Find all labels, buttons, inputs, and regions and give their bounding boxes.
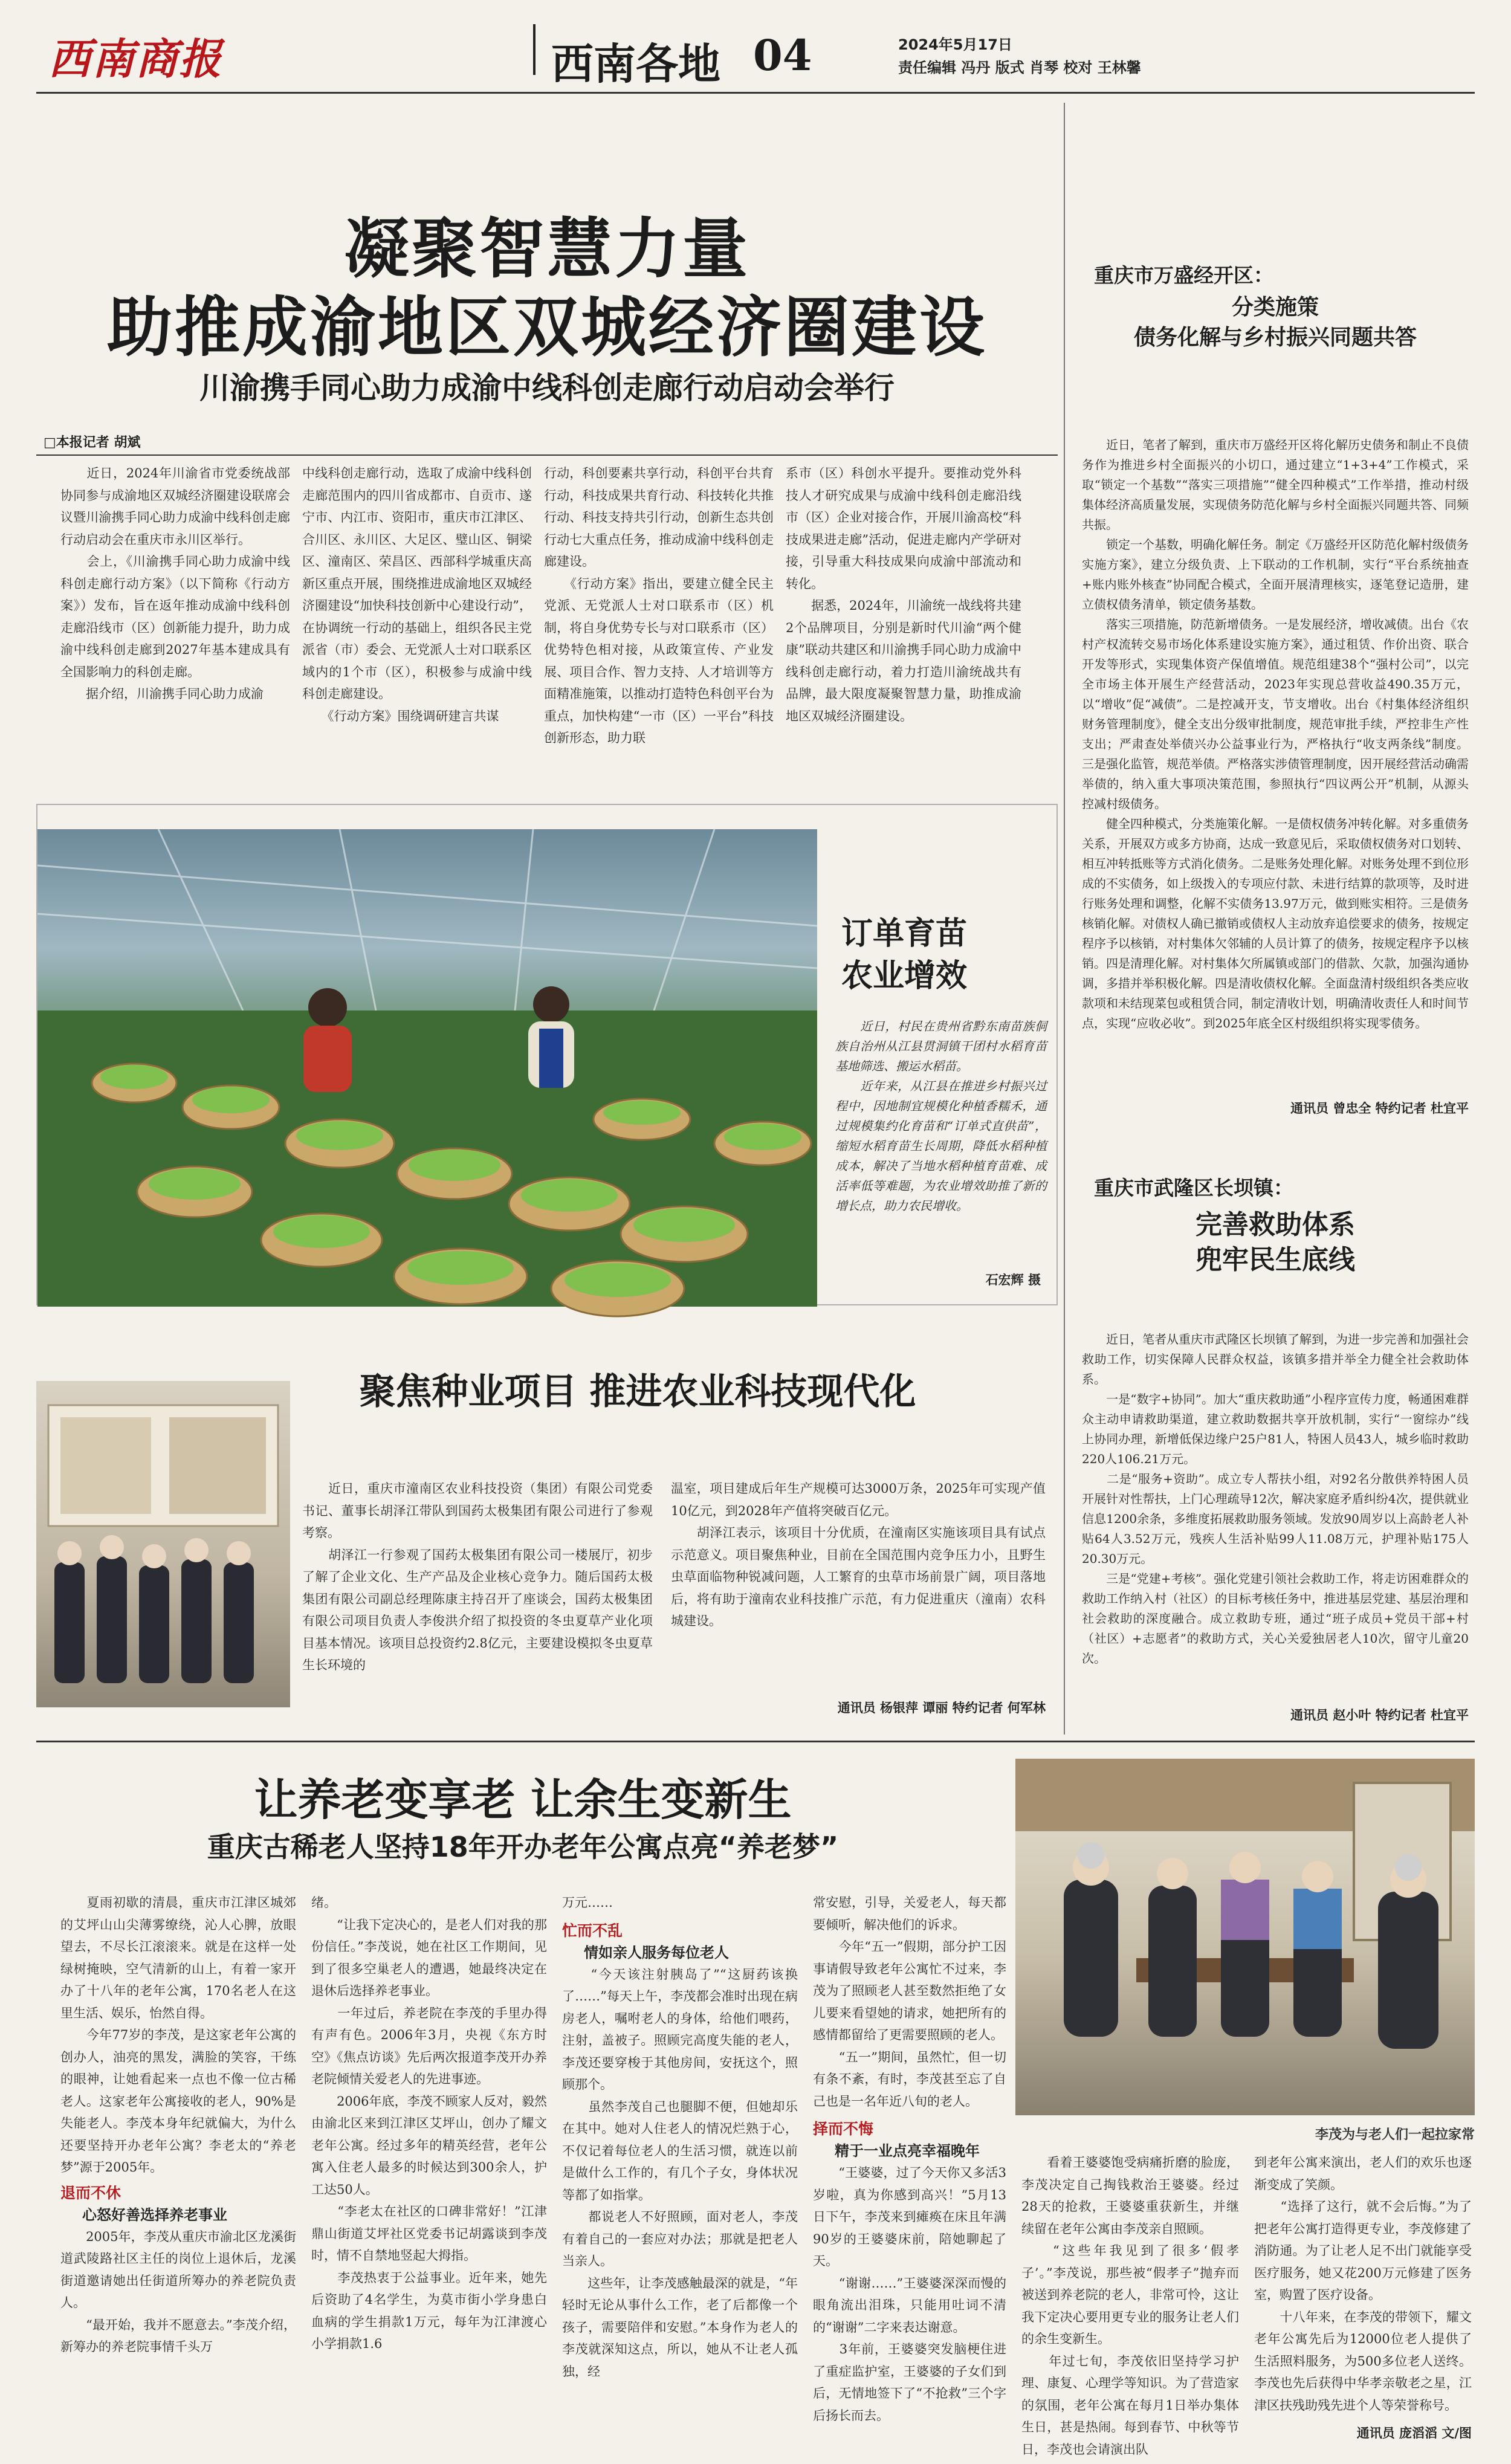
right-column-rule	[1064, 103, 1065, 1735]
article-3-headline: 聚焦种业项目 推进农业科技现代化	[359, 1371, 916, 1413]
masthead	[0, 0, 1511, 97]
article-5-col-1	[60, 1892, 296, 2442]
article-2-location: 重庆市万盛经开区：	[1094, 264, 1273, 287]
article-3-byline: 通讯员 杨银萍 谭丽 特约记者 何军林	[837, 1701, 1046, 1715]
article-2-headline-1: 分类施策	[1231, 294, 1319, 320]
article-5-subhead-2b: 情如亲人服务每位老人	[584, 1944, 729, 1961]
article-5-subhead-3b: 精于一业点亮幸福晚年	[835, 2142, 980, 2159]
article-3-col-2: 温室，项目建成后年生产规模可达3000万条，2025年可实现产值10亿元，到2028年产值将突破百亿元。 胡泽江表示，该项目十分优质，在潼南区实施该项目具有试点示范意义。项目聚焦种业，目前在全国范围内竞争压力小，且野生虫草面临物种锐减问题，人工繁育的虫草市场前景广阔，项目落地后，将有助于潼南农业科技推广示范，有力促进重庆（潼南）农科城建设。	[671, 1481, 1046, 1628]
article-2-body: 近日，笔者了解到，重庆市万盛经开区将化解历史债务和制止不良债务作为推进乡村全面振兴的小切口，通过建立“1+3+4”工作模式，采取“锁定一个基数”“落实三项措施”“健全四种模式”工作举措，推动村级集体经济高质量发展，实现债务防范化解与乡村全面振兴同题共答、同频共振。 锁定一个基数，明确化解任务。制定《万盛经开区防范化解村级债务实施方案》，建立分级负责、上下联动的工作机制，实行“平台系统抽查+账内账外核查”协同配合模式，全面开展清理核实，逐笔登记造册，建立债权债务清单，锁定债务基数。 落实三项措施，防范新增债务。一是发展经济，增收减债。出台《农村产权流转交易市场化体系建设实施方案》，通过租赁、作价出资、联合开发等形式，实现集体资产保值增值。规范组建38个“强村公司”，以完全市场主体开展生产经营活动，2023年实现总营收益490.35万元，以“增收”促“减债”。二是控减开支，节支增收。出台《村集体经济组织财务管理制度》，健全支出分级审批制度，规范审批手续，严控非生产性支出；严肃查处举债兴办公益事业行为，严格执行“收支两条线”制度。三是强化监管，规范举债。严格落实涉债管理制度，因开展经营活动确需举债的，纳入重大事项决策范围，参照执行“四议两公开”机制，从源头控减村级债务。 健全四种模式，分类施策化解。一是债权债务冲转化解。对多重债务关系，开展双方或多方协商，达成一致意见后，采取债权债务对口划转、相互冲转抵账等方式消化债务。二是账务处理化解。对账务处理不到位形成的不实债务，如上级拨入的专项应付款、未进行结算的款项等，及时进行账务处理和调整，化解不实债务13.97万元，做到账实相符。三是债务核销化解。对债权人确已撤销或债权人主动放弃追偿要求的债务，按规定程序予以核销，对村集体欠邻辅的人员计算了的债务，按规定程序予以核销。四是清理化解。对村集体欠所属镇或部门的借款、欠款，加强沟通协调，多措并举积极化解。四是清收债权化解。全面盘清村级组织各类应收款项和未结现菜包或租赁合同，制定清收计划，明确清收责任人和时间节点，实现“应收必收”。到2025年底全区村级组织将实现零债务。	[1082, 438, 1469, 1030]
article-4-byline: 通讯员 赵小叶 特约记者 杜宜平	[1290, 1708, 1469, 1722]
article-4	[1076, 1172, 1475, 1735]
masthead-divider	[533, 24, 535, 75]
article-1-title-2: 助推成渝地区双城经济圈建设	[106, 290, 987, 366]
article-5-col-3	[562, 1892, 798, 2442]
article-5-byline: 通讯员 庞滔滔 文/图	[1356, 2426, 1472, 2440]
article-5-subhead-3: 择而不悔	[813, 2120, 874, 2138]
article-1-subtitle: 川渝携手同心助力成渝中线科创走廊行动启动会举行	[199, 370, 895, 406]
article-1-title-1: 凝聚智慧力量	[343, 212, 750, 287]
article-1-byline-rule	[36, 454, 1058, 456]
article-5-top-rule	[36, 1741, 1475, 1742]
article-5-col-1-text: 夏雨初歇的清晨，重庆市江津区城郊的艾坪山山尖薄雾缭绕，沁人心脾，放眼望去，不尽长江滚滚来。就是在这样一处绿树掩映，空气清新的山上，有着一家开办了十八年的老年公寓，170名老人在这里生活、娱乐，怡然自得。 今年77岁的李茂，是这家老年公寓的创办人，油亮的黑发，满脸的笑容，干练的眼神，让她看起来一点也不像一位古稀老人。这家老年公寓接收的老人，90%是失能老人。李茂本身年纪就偏大，为什么还要坚持开办老年公寓？李老太的“养老梦”源于2005年。	[60, 1895, 296, 2175]
article-2-byline: 通讯员 曾忠全 特约记者 杜宜平	[1290, 1101, 1469, 1116]
article-1-col-2: 中线科创走廊行动，选取了成渝中线科创走廊范围内的四川省成都市、自贡市、遂宁市、内江市、资阳市，重庆市江津区、合川区、永川区、大足区、璧山区、铜梁区、潼南区、荣昌区、西部科学城重庆高新区重点开展，围绕推进成渝地区双城经济圈建设“加快科技创新中心建设行动”，在协调统一行动的基础上，组织各民主党派省（市）委会、无党派人士对口联系区域内的1个市（区），积极参与成渝中线科创走廊建设。 《行动方案》围绕调研建言共谋	[302, 466, 532, 723]
meeting-photo	[36, 1381, 290, 1707]
article-4-location: 重庆市武隆区长坝镇：	[1094, 1176, 1293, 1200]
article-5-col-5: 看着王婆婆饱受病痛折磨的脸庞，李茂决定自己掏钱救治王婆婆。经过28天的抢救，王婆婆重获新生，并继续留在老年公寓由李茂亲自照顾。 “这些年我见到了很多‘假孝子’。”李茂说，那些被“假孝子”抛弃而被送到养老院的老人，非常可怜，这让我下定决心要用更专业的服务让老人们的余生变新生。 年过七旬，李茂依旧坚持学习护理、康复、心理学等知识。为了营造家的氛围，老年公寓在每月1日举办集体生日，甚是热闹。每到春节、中秋等节日，李茂也会请演出队	[1021, 2155, 1239, 2457]
article-2-headline-2: 债务化解与乡村振兴同题共答	[1133, 325, 1417, 350]
article-3-col-1: 近日，重庆市潼南区农业科技投资（集团）有限公司党委书记、董事长胡泽江带队到国药太极集团有限公司进行了参观考察。 胡泽江一行参观了国药太极集团有限公司一楼展厅，初步了解了企业文化、生产产品及企业核心竞争力。随后国药太极集团有限公司副总经理陈康主持召开了座谈会，国药太极集团有限公司项目负责人李俊洪介绍了拟投资的冬虫夏草产业化项目基本情况。该项目总投资约2.8亿元，主要建设模拟冬虫夏草生长环境的	[302, 1481, 653, 1672]
newspaper-logo: 西南商报	[48, 34, 222, 84]
article-3	[36, 1345, 1058, 1719]
photo-1-credit: 石宏辉 摄	[985, 1273, 1041, 1287]
greenhouse-photo	[37, 829, 817, 1307]
issue-date: 2024年5月17日	[898, 36, 1012, 53]
article-5-subhead-1: 退而不休	[60, 2184, 121, 2202]
article-5-col-1-tail: 2005年，李茂从重庆市渝北区龙溪街道武陵路社区主任的岗位上退休后，龙溪街道邀请她出任街道所筹办的养老院负责人。 “最开始，我并不愿意去。”李茂介绍，新筹办的养老院事情千头万	[60, 2229, 296, 2354]
article-5-col-3-text: 万元……	[562, 1895, 613, 1910]
photo-1-caption-title-2: 农业增效	[841, 957, 968, 994]
article-5-col-4-text: 常安慰，引导，关爱老人，每天都要倾听，解决他们的诉求。 今年“五一”假期，部分护工因事请假导致老年公寓忙不过来，李茂为了照顾老人甚至数然拒绝了女儿要来看望她的请求，她把所有的感情都留给了更需要照顾的老人。 “五一”期间，虽然忙，但一切有条不紊，有时，李茂甚至忘了自己也是一名年近八旬的老人。	[813, 1895, 1006, 2109]
elderly-photo-illustration	[1015, 1759, 1475, 2115]
editor-credits: 责任编辑 冯丹 版式 肖琴 校对 王林馨	[898, 59, 1141, 76]
photo-1-caption-title-1: 订单育苗	[841, 915, 968, 952]
article-5-col-3-tail: “今天该注射胰岛了”“这厨药该换了……”每天上午，李茂都会准时出现在病房老人，嘱咐老人的身体，给他们喂药，注射，盖被子。照顾完高度失能的老人，李茂还要穿梭于其他房间，安抚这个，照顾那个。 虽然李茂自己也腿脚不便，但她却乐在其中。她对人住老人的情况烂熟于心，不仅记着每位老人的生活习惯，就连以前是做什么工作的，有几个子女，身体状况等都了如指掌。 都说老人不好照顾，面对老人，李茂有着自己的一套应对办法；那就是把老人当亲人。 这些年，让李茂感触最深的就是，“年轻时无论从事什么工作，老了后都像一个孩子，需要陪伴和安慰。”本身作为老人的李茂就深知这点，所以，她从不让老人孤独，经	[562, 1967, 798, 2379]
article-1-col-1: 近日，2024年川渝省市党委统战部协同参与成渝地区双城经济圈建设联席会议暨川渝携手同心助力成渝中线科创走廊行动启动会在重庆市永川区举行。 会上，《川渝携手同心助力成渝中线科创走廊行动方案》（以下简称《行动方案》）发布，旨在返年推动成渝中线科创走廊沿线市（区）创新能力提升，助力成渝中线科创走廊到2027年基本建成具有全国影响力的科创走廊。 据介绍，川渝携手同心助力成渝	[60, 466, 290, 701]
article-5-col-4-tail: “王婆婆，过了今天你又多活3岁啦，真为你感到高兴！”5月13日下午，李茂来到瘫痪在床且年满90岁的王婆婆床前，陪她聊起了天。 “谢谢……”王婆婆深深而慢的眼角流出泪珠，只能用吐词不清的“谢谢”二字来表达谢意。 3年前，王婆婆突发脑梗住进了重症监护室，王婆婆的子女们到后，无情地签下了“不抢救”三个字后扬长而去。	[813, 2165, 1006, 2423]
article-4-headline-2: 兜牢民生底线	[1196, 1244, 1355, 1275]
article-2	[1076, 254, 1475, 1160]
article-1-byline: □本报记者 胡斌	[44, 435, 141, 450]
article-1-col-4: 系市（区）科创水平提升。要推动党外科技人才研究成果与成渝中线科创走廊沿线市（区）企业对接合作，开展川渝高校“科技成果进走廊”活动，促进走廊内产学研对接，引导重大科技成果向成渝中部流动和转化。 据悉，2024年，川渝统一战线将共建2个品牌项目，分别是新时代川渝“两个健康”联动共建区和川渝携手同心助力成渝中线科创走廊行动，着力打造川渝统战共有品牌，最大限度凝聚智慧力量，助推成渝地区双城经济圈建设。	[786, 466, 1021, 723]
elderly-photo	[1015, 1759, 1475, 2115]
section-name: 西南各地	[551, 39, 720, 89]
article-5-subtitle: 重庆古稀老人坚持18年开办老年公寓点亮“养老梦”	[207, 1831, 839, 1863]
masthead-rule	[36, 92, 1475, 94]
article-1	[36, 103, 1058, 745]
article-5-col-4	[813, 1892, 1006, 2442]
photo-illustration	[37, 829, 817, 1307]
article-5-col-2: 绪。 “让我下定决心的，是老人们对我的那份信任。”李茂说，她在社区工作期间，见到了很多空巢老人的遭遇，她最终决定在退休后选择养老事业。 一年过后，养老院在李茂的手里办得有声有色。2006年3月，央视《东方时空》《焦点访谈》先后两次报道李茂开办养老院倾情关爱老人的先进事迹。 2006年底，李茂不顾家人反对，毅然由渝北区来到江津区艾坪山，创办了耀文老年公寓。经过多年的精英经营，老年公寓入住老人最多的时候达到300余人，护工达50人。 “李老太在社区的口碑非常好！”江津鼎山街道艾坪社区党委书记胡露谈到李茂时，情不自禁地竖起大拇指。 李茂热衷于公益事业。近年来，她先后资助了4名学生，为莫市街小学身患白血病的学生捐款1万元，每年为江津渡心小学捐款1.6	[311, 1895, 547, 2351]
elderly-photo-caption: 李茂为与老人们一起拉家常	[1315, 2127, 1475, 2142]
article-1-col-3: 行动，科创要素共享行动，科创平台共育行动，科技成果共育行动、科技转化共推行动、科技支持共引行动，创新生态共创行动七大重点任务，推动成渝中线科创走廊建设。 《行动方案》指出，要建立健全民主党派、无党派人士对口联系市（区）机制，将自身优势专长与对口联系市（区）优势特色相对接，从政策宣传、产业发展、项目合作、智力支持、人才培训等方面精准施策，以推动打造特色科创平台为重点，加快构建“一市（区）一平台”科技创新形态，助力联	[544, 466, 774, 745]
article-5	[36, 1747, 1475, 2457]
photo-1-frame	[36, 804, 1058, 1305]
article-5-title: 让养老变享老 让余生变新生	[254, 1774, 792, 1825]
photo-1-caption-box	[823, 805, 1056, 1304]
article-5-col-6: 到老年公寓来演出，老人们的欢乐也逐渐变成了笑颜。 “选择了这行，就不会后悔。”为了把老年公寓打造得更专业，李茂修建了消防通。为了让老人足不出门就能享受医疗服务，她又花200万元修建了医务室，购置了医疗设备。 十八年来，在李茂的带领下，耀文老年公寓先后为12000位老人提供了生活照料服务，为500多位老人送终。李茂也先后获得中华孝亲敬老之星，江津区扶残助残先进个人等荣誉称号。	[1254, 2155, 1472, 2413]
page-number: 04	[753, 30, 812, 80]
article-4-headline-1: 完善救助体系	[1196, 1209, 1355, 1240]
photo-1-caption-body: 近日，村民在贵州省黔东南苗族侗族自治州从江县贯洞镇干团村水稻育苗基地筛选、搬运水稻苗。 近年来，从江县在推进乡村振兴过程中，因地制宜规模化种植香糯禾，通过规模集约化育苗和“订单式直供苗”，缩短水稻育苗生长周期，降低水稻种植成本，解决了当地水稻种植育苗难、成活率低等难题，为农业增效助推了新的增长点，助力农民增收。	[835, 1019, 1047, 1213]
article-4-body: 近日，笔者从重庆市武隆区长坝镇了解到，为进一步完善和加强社会救助工作，切实保障人民群众权益，该镇多措并举全力健全社会救助体系。 一是“数字+协同”。加大“重庆救助通”小程序宣传力度，畅通困难群众主动申请救助渠道，建立救助数据共享开放机制，实行“一窗综办”线上协同办理，新增低保边缘户25户81人，特困人员43人，城乡临时救助220人106.21万元。 二是“服务+资助”。成立专人帮扶小组，对92名分散供养特困人员开展针对性帮扶，上门心理疏导12次，解决家庭矛盾纠纷4次，提供就业信息1200余条，多维度拓展救助服务领域。发放90周岁以上高龄老人补贴64人3.52万元，残疾人生活补贴99人11.08万元，护理补贴175人20.30万元。 三是“党建+考核”。强化党建引领社会救助工作，将走访困难群众的救助工作纳入村（社区）的目标考核任务中，推进基层党建、基层治理和社会救助的深度融合。成立救助专班，通过“班子成员+党员干部+村（社区）+志愿者”的救助方式，关心关爱独居老人10次，留守儿童20次。	[1082, 1332, 1469, 1666]
article-5-subhead-2: 忙而不乱	[562, 1921, 623, 1939]
article-5-subhead-1b: 心怒好善选择养老事业	[82, 2206, 227, 2223]
meeting-photo-illustration	[36, 1381, 290, 1707]
